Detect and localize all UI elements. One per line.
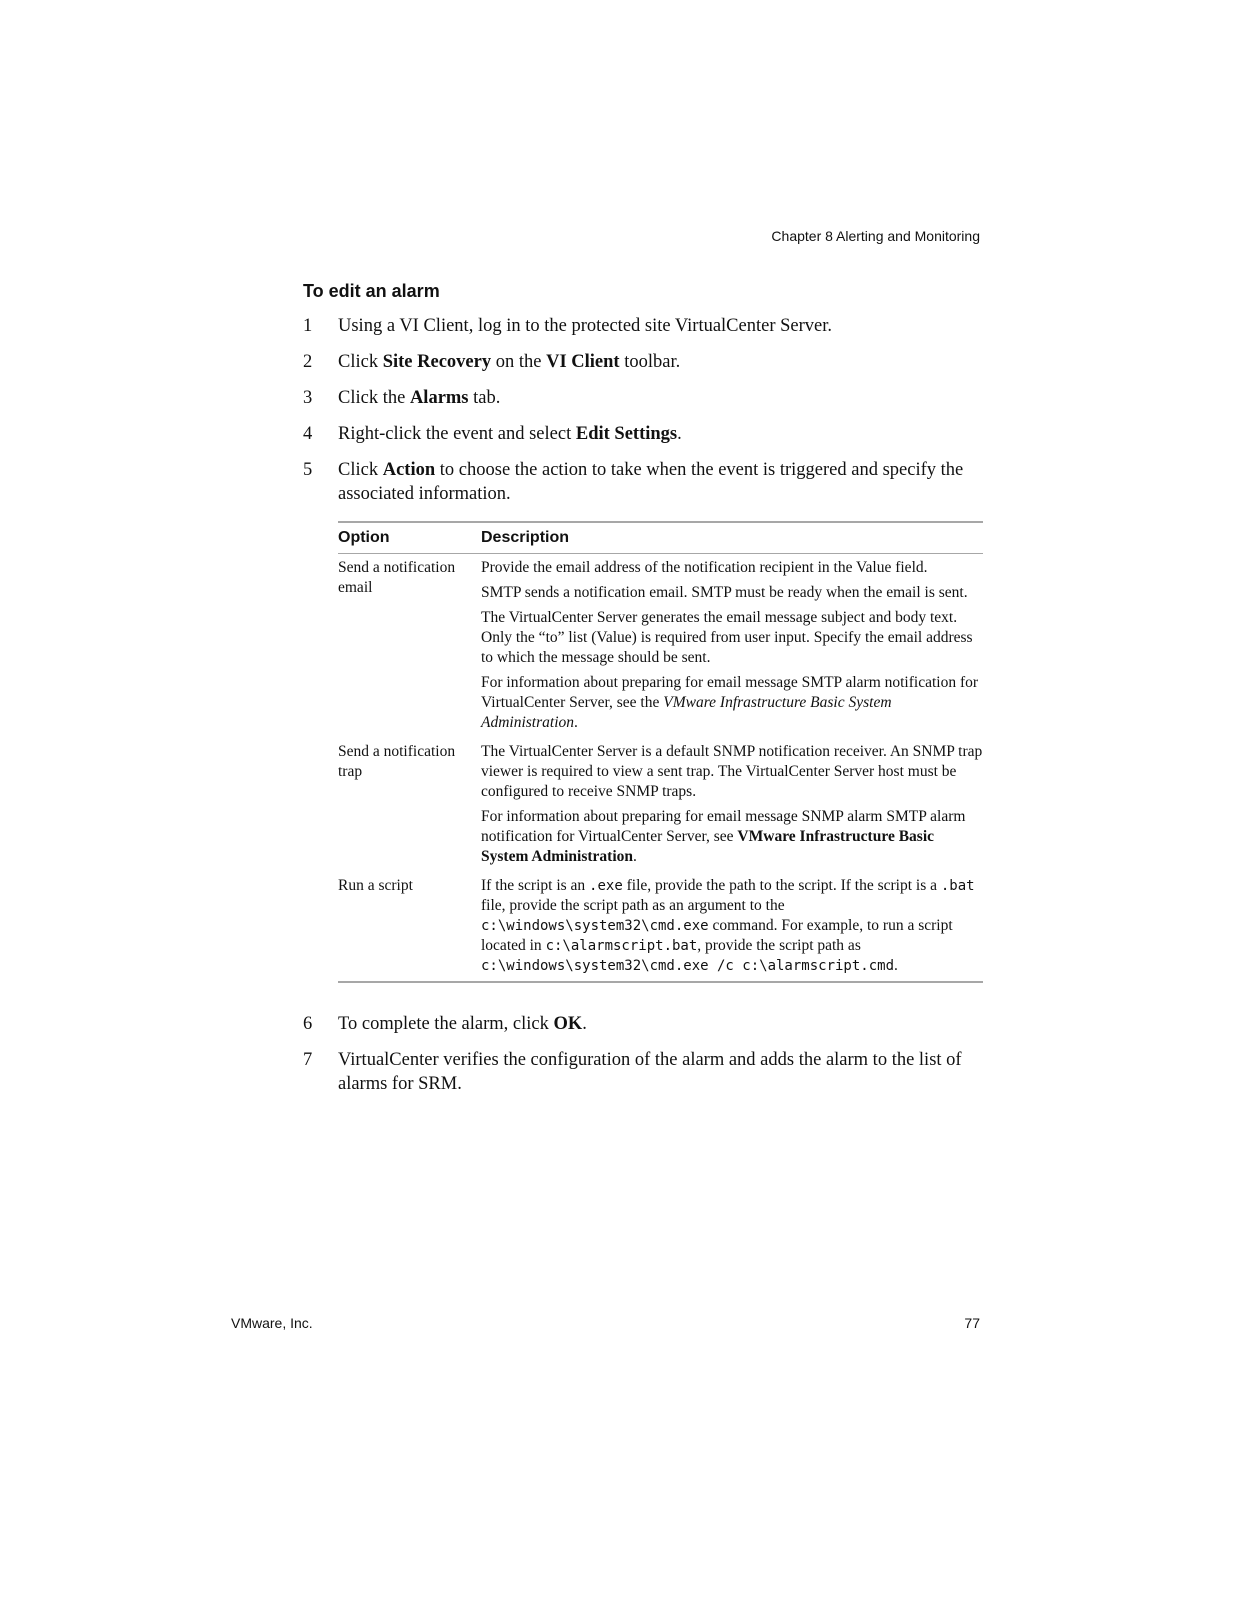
bold-text: VI Client	[546, 352, 620, 372]
procedure-title: To edit an alarm	[303, 281, 440, 301]
description-paragraph	[481, 807, 983, 867]
option-cell: Send a notification email	[338, 559, 456, 596]
text-run: tab.	[468, 388, 501, 408]
text-run: .	[574, 714, 578, 731]
step-text	[338, 352, 680, 372]
text-run: Click	[338, 352, 383, 372]
bold-text: VMware Infrastructure Basic System Administration	[481, 828, 935, 865]
column-header-option: Option	[338, 529, 390, 546]
code-text: c:\windows\system32\cmd.exe /c c:\alarmscript.cmd	[481, 958, 895, 974]
description-cell	[481, 872, 983, 982]
option-cell: Run a script	[338, 877, 413, 894]
text-run: .	[677, 424, 682, 444]
text-run: For information about preparing for email message SNMP alarm SMTP alarm notification for VirtualCenter Server, see	[481, 808, 966, 845]
italic-text: VMware Infrastructure Basic System Administration	[481, 694, 892, 731]
code-text: c:\windows\system32\cmd.exe	[481, 918, 709, 934]
step-number: 1	[303, 316, 313, 336]
description-paragraph	[481, 742, 983, 802]
code-text: .exe	[589, 878, 623, 894]
text-run: To complete the alarm, click	[338, 1014, 554, 1034]
option-cell: Send a notification trap	[338, 743, 456, 780]
bold-text: Action	[382, 460, 436, 480]
footer-company: VMware, Inc.	[231, 1315, 313, 1331]
description-paragraph	[481, 608, 983, 668]
step-item	[303, 350, 983, 374]
description-cell	[481, 738, 983, 872]
text-run: VirtualCenter verifies the configuration of the alarm and adds the alarm to the list of alarms for SRM.	[338, 1050, 962, 1094]
bold-text: Edit Settings	[575, 424, 678, 444]
step-number: 7	[303, 1050, 313, 1070]
step-number: 3	[303, 388, 313, 408]
text-run: file, provide the script path as an argument to the	[481, 897, 785, 914]
step-text	[338, 316, 832, 336]
text-run: .	[633, 848, 637, 865]
bold-text: Site Recovery	[382, 352, 492, 372]
description-paragraph	[481, 876, 983, 976]
code-text: .bat	[940, 878, 975, 894]
text-run: command. For example, to run a script located in	[481, 917, 953, 954]
step-text	[338, 1014, 587, 1034]
step-number: 4	[303, 424, 313, 444]
table-row	[338, 738, 983, 872]
description-paragraph	[481, 583, 983, 603]
bold-text: OK	[553, 1014, 583, 1034]
steps-list-before	[303, 314, 983, 518]
table-row	[338, 554, 983, 739]
text-run: .	[582, 1014, 587, 1034]
page-number: 77	[964, 1315, 980, 1331]
description-paragraph	[481, 673, 983, 733]
step-number: 2	[303, 352, 313, 372]
step-item	[303, 1012, 983, 1036]
step-item	[303, 1048, 983, 1096]
description-paragraph	[481, 558, 983, 578]
step-item	[303, 386, 983, 410]
step-item	[303, 314, 983, 338]
table-header-row	[338, 522, 983, 554]
column-header-description: Description	[481, 529, 570, 546]
text-run: on the	[491, 352, 547, 372]
running-header: Chapter 8 Alerting and Monitoring	[771, 228, 980, 244]
text-run: .	[894, 957, 898, 974]
text-run: Provide the email address of the notification recipient in the Value field.	[481, 559, 928, 576]
text-run: Click	[338, 460, 383, 480]
step-text	[338, 460, 963, 504]
step-number: 5	[303, 460, 313, 480]
step-number: 6	[303, 1014, 313, 1034]
text-run: The VirtualCenter Server generates the email message subject and body text. Only the “to” list (Value) is required from user input. Specify the email address to which the message should be sent.	[481, 609, 973, 666]
description-cell	[481, 554, 983, 739]
code-text: c:\alarmscript.bat	[545, 938, 698, 954]
text-run: Using a VI Client, log in to the protected site VirtualCenter Server.	[338, 316, 833, 336]
text-run: , provide the script path as	[697, 937, 861, 954]
step-text	[338, 1050, 962, 1094]
text-run: For information about preparing for email message SMTP alarm notification for VirtualCenter Server, see the	[481, 674, 979, 711]
text-run: to choose the action to take when the event is triggered and specify the associated information.	[338, 460, 964, 504]
step-text	[338, 388, 500, 408]
step-text	[338, 424, 682, 444]
table-body	[338, 554, 983, 983]
text-run: file, provide the path to the script. If the script is a	[622, 877, 941, 894]
steps-list-after	[303, 1012, 983, 1108]
text-run: Right-click the event and select	[338, 424, 576, 444]
text-run: Click the	[338, 388, 410, 408]
table-row	[338, 872, 983, 982]
options-table	[338, 521, 983, 983]
bold-text: Alarms	[409, 388, 469, 408]
step-item	[303, 422, 983, 446]
text-run: If the script is an	[481, 877, 590, 894]
step-item	[303, 458, 983, 506]
text-run: toolbar.	[619, 352, 681, 372]
text-run: SMTP sends a notification email. SMTP must be ready when the email is sent.	[481, 584, 968, 601]
text-run: The VirtualCenter Server is a default SNMP notification receiver. An SNMP trap viewer is required to view a sent trap. The VirtualCenter Server host must be configured to receive SNMP traps.	[481, 743, 983, 800]
